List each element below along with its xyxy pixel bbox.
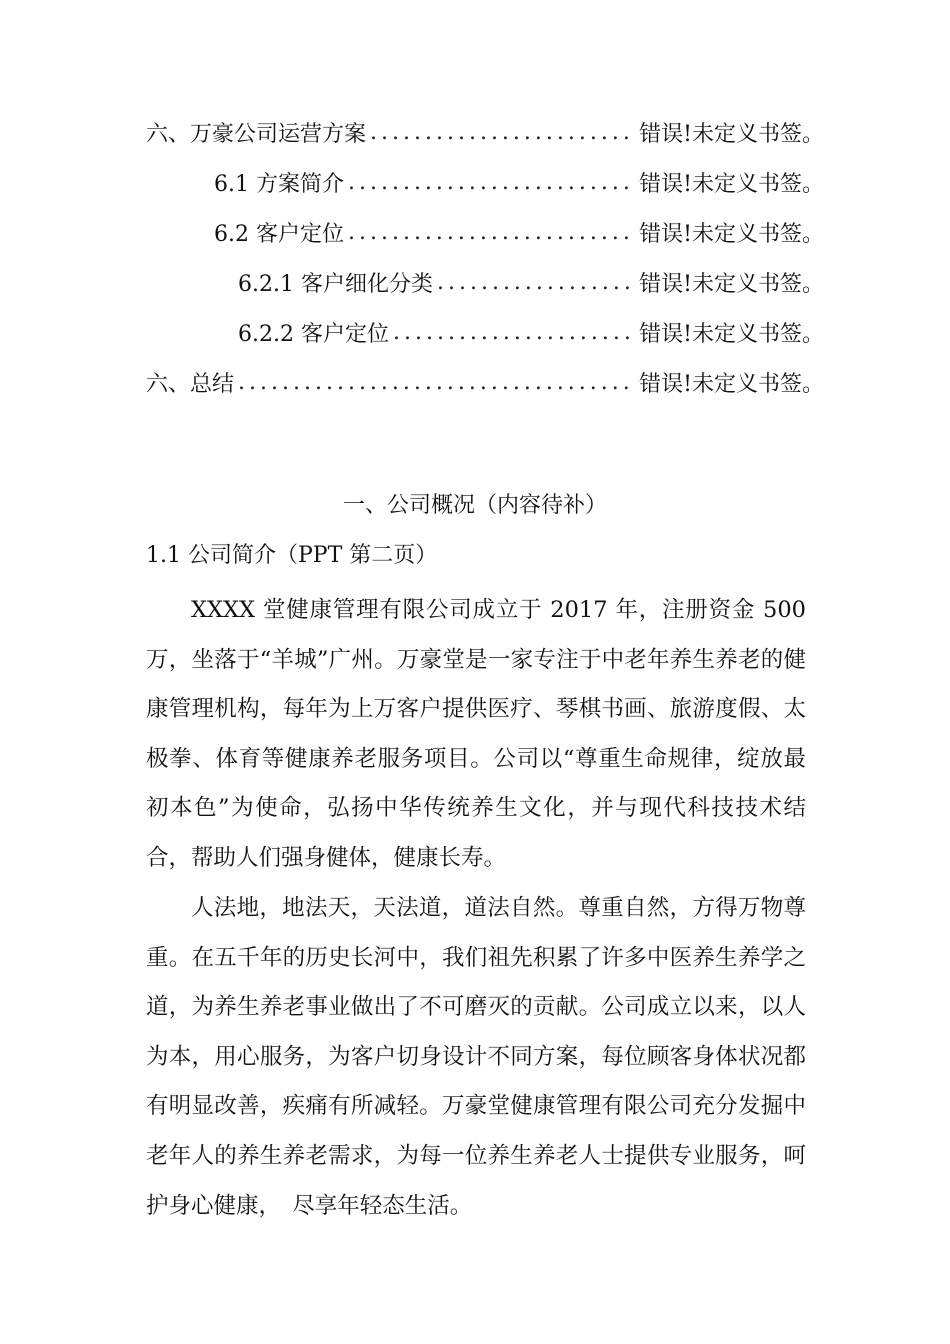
toc-entry-label: 六、万豪公司运营方案: [146, 121, 367, 147]
toc-entry-label: 6.2.1 客户细化分类: [238, 271, 433, 297]
toc-entry[interactable]: [214, 212, 824, 252]
toc-entry-page-ref: 错误!未定义书签。: [639, 171, 824, 197]
toc-entry[interactable]: [146, 362, 824, 402]
body-paragraph: 人法地，地法天，天法道，道法自然。尊重自然，方得万物尊重。在五千年的历史长河中，我们祖先积累了许多中医养生养学之道，为养生养老事业做出了不可磨灭的贡献。公司成立以来，以人为本，用心服务，为客户切身设计不同方案，每位顾客身体状况都有明显改善，疾痛有所减轻。万豪堂健康管理有限公司充分发掘中老年人的养生养老需求，为每一位养生养老人士提供专业服务，呵护身心健康， 尽享年轻态生活。: [146, 895, 806, 1219]
toc-entry[interactable]: [238, 262, 824, 302]
toc-leader-dots: [393, 320, 633, 345]
toc-leader-dots: [348, 220, 633, 245]
toc-entry-page-ref: 错误!未定义书签。: [639, 371, 824, 397]
toc-leader-dots: [437, 270, 633, 295]
toc-entry-label: 6.2 客户定位: [214, 221, 344, 247]
subsection-heading: 1.1 公司简介（PPT 第二页）: [146, 543, 438, 568]
toc-entry[interactable]: [214, 162, 824, 202]
toc-entry-page-ref: 错误!未定义书签。: [639, 321, 824, 347]
toc-leader-dots: [370, 120, 633, 145]
toc-entry[interactable]: [146, 112, 824, 152]
toc-leader-dots: [238, 370, 633, 395]
toc-entry-label: 六、总结: [146, 371, 235, 397]
toc-entry-page-ref: 错误!未定义书签。: [639, 121, 824, 147]
toc-entry-label: 6.1 方案简介: [214, 171, 344, 197]
toc-entry-page-ref: 错误!未定义书签。: [639, 271, 824, 297]
section-heading: 一、公司概况（内容待补）: [342, 493, 607, 518]
toc-entry-page-ref: 错误!未定义书签。: [639, 221, 824, 247]
toc-leader-dots: [348, 170, 633, 195]
toc-entry[interactable]: [238, 312, 824, 352]
toc-entry-label: 6.2.2 客户定位: [238, 321, 389, 347]
body-paragraph: XXXX 堂健康管理有限公司成立于 2017 年，注册资金 500 万，坐落于“羊城”广州。万豪堂是一家专注于中老年养生养老的健康管理机构，每年为上万客户提供医疗、琴棋书画、旅游度假、太极拳、体育等健康养老服务项目。公司以“尊重生命规律，绽放最初本色”为使命，弘扬中华传统养生文化，并与现代科技技术结合，帮助人们强身健体，健康长寿。: [146, 597, 806, 871]
